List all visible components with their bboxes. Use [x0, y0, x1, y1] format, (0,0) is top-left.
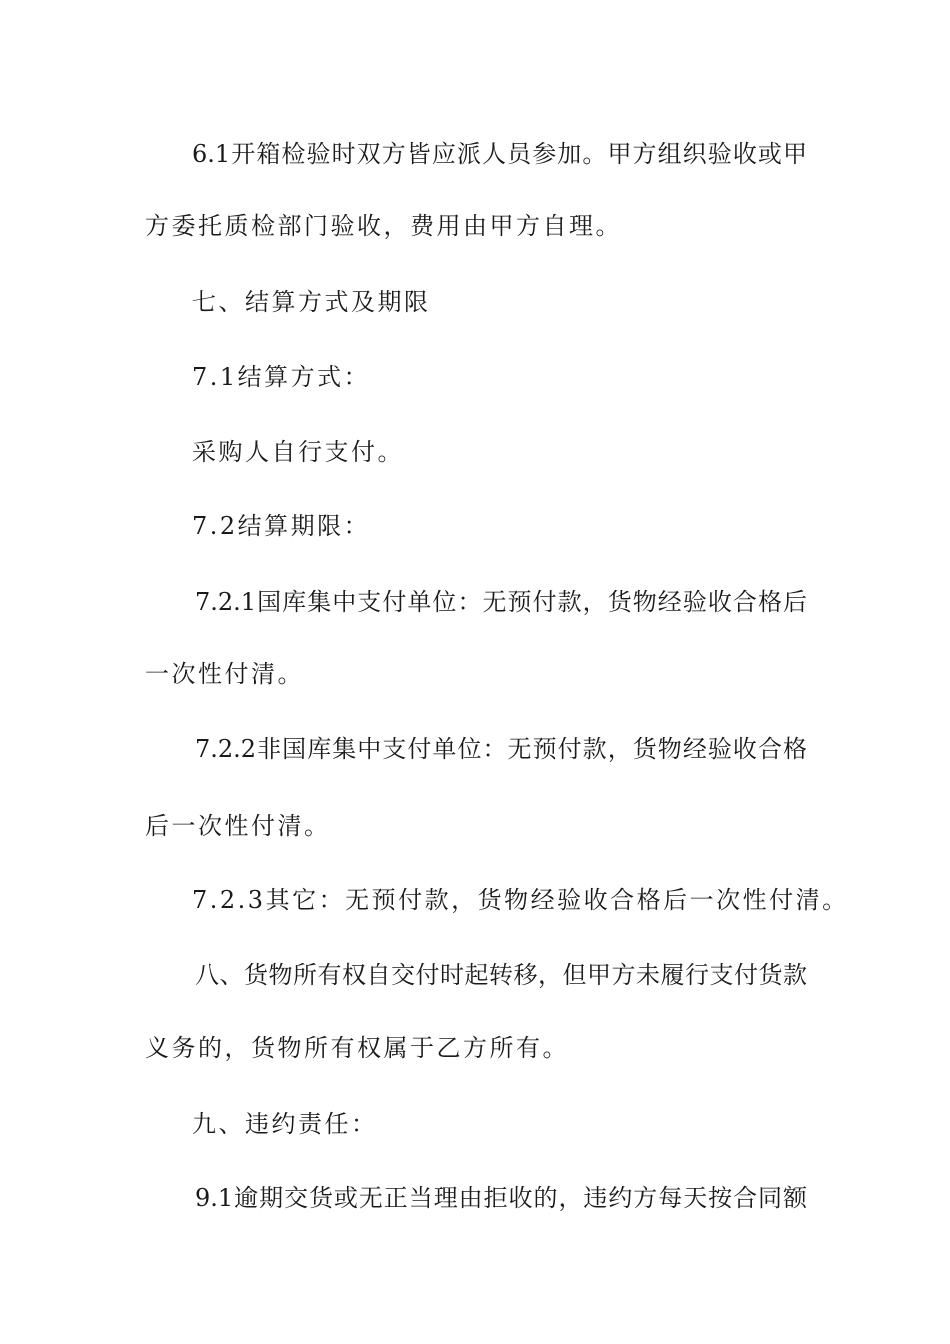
clause-7-2-heading: 7.2结算期限： — [192, 512, 371, 540]
clause-7-1-heading: 7.1结算方式： — [192, 363, 371, 391]
clause-7-2-1-line-1: 7.2.1国库集中支付单位：无预付款，货物经验收合格后 — [195, 588, 807, 616]
clause-7-2-1-line-2: 一次性付清。 — [145, 660, 304, 688]
clause-9-1-line-1: 9.1逾期交货或无正当理由拒收的，违约方每天按合同额 — [195, 1184, 807, 1212]
clause-7-2-2-line-2: 后一次性付清。 — [145, 812, 331, 840]
section-9-heading: 九、违约责任： — [192, 1110, 378, 1138]
clause-7-2-3: 7.2.3其它：无预付款，货物经验收合格后一次性付清。 — [192, 886, 849, 914]
section-8-line-2: 义务的，货物所有权属于乙方所有。 — [145, 1034, 569, 1062]
clause-7-1-body: 采购人自行支付。 — [192, 438, 404, 466]
clause-6-1-line-1: 6.1开箱检验时双方皆应派人员参加。甲方组织验收或甲 — [192, 140, 807, 168]
section-8-line-1: 八、货物所有权自交付时起转移，但甲方未履行支付货款 — [195, 961, 807, 989]
section-7-heading: 七、结算方式及期限 — [192, 288, 431, 316]
clause-7-2-2-line-1: 7.2.2非国库集中支付单位：无预付款，货物经验收合格 — [195, 735, 807, 763]
clause-6-1-line-2: 方委托质检部门验收，费用由甲方自理。 — [145, 212, 622, 240]
